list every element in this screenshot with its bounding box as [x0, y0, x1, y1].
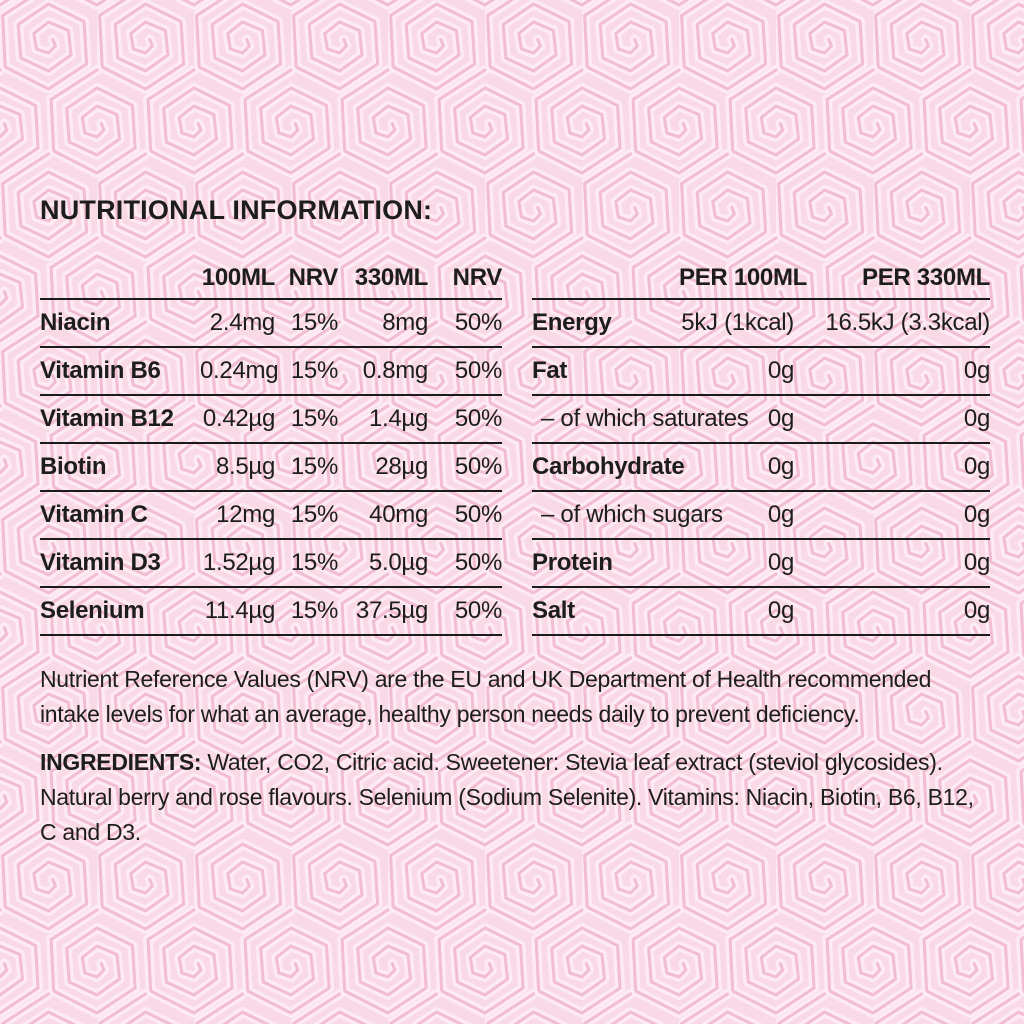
- table-row: [532, 540, 990, 588]
- tables-container: [40, 260, 990, 636]
- value-per-330ml: 0g: [963, 597, 990, 624]
- nrv-330ml: 50%: [454, 597, 502, 624]
- macros-table-header: [532, 260, 990, 300]
- amount-330ml: 28µg: [375, 453, 428, 480]
- nrv-100ml: 15%: [290, 405, 338, 432]
- amount-330ml: 8mg: [382, 309, 428, 336]
- nrv-330ml: 50%: [454, 405, 502, 432]
- amount-330ml: 1.4µg: [368, 405, 428, 432]
- table-row: [40, 540, 502, 588]
- nrv-100ml: 15%: [290, 501, 338, 528]
- amount-100ml: 0.24mg: [200, 357, 279, 384]
- amount-330ml: 5.0µg: [368, 549, 428, 576]
- nutrient-name: Vitamin D3: [40, 549, 161, 576]
- amount-330ml: 40mg: [369, 501, 428, 528]
- nutrient-name: Vitamin B12: [40, 405, 174, 432]
- nrv-330ml: 50%: [454, 453, 502, 480]
- nutrient-name: Selenium: [40, 597, 145, 624]
- nutrient-name: Salt: [532, 597, 575, 624]
- vitamins-table: [40, 260, 502, 636]
- value-per-330ml: 0g: [963, 405, 990, 432]
- value-per-100ml: 0g: [767, 405, 794, 432]
- col-header-nrv-330: NRV: [452, 264, 502, 291]
- col-header-nrv-100: NRV: [288, 264, 338, 291]
- nrv-100ml: 15%: [290, 549, 338, 576]
- value-per-100ml: 0g: [767, 357, 794, 384]
- col-header-per-100ml: PER 100ML: [679, 264, 808, 291]
- nutrient-name: Vitamin B6: [40, 357, 161, 384]
- col-header-per-330ml: PER 330ML: [861, 264, 990, 291]
- nutrient-name: Protein: [532, 549, 613, 576]
- ingredients-text: Water, CO2, Citric acid. Sweetener: Stevia leaf extract (steviol glycosides). Natural berry and rose flavours. Selenium (Sodium Selenite). Vitamins: Niacin, Biotin, B6, B12, C and D3.: [40, 749, 974, 845]
- nrv-100ml: 15%: [290, 597, 338, 624]
- amount-100ml: 12mg: [216, 501, 275, 528]
- table-row: [532, 588, 990, 636]
- amount-100ml: 2.4mg: [209, 309, 275, 336]
- nutrient-name: Niacin: [40, 309, 111, 336]
- amount-100ml: 0.42µg: [202, 405, 275, 432]
- nrv-330ml: 50%: [454, 309, 502, 336]
- nutrient-name: – of which sugars: [541, 501, 723, 528]
- nrv-100ml: 15%: [290, 309, 338, 336]
- table-row: [40, 300, 502, 348]
- table-row: [40, 444, 502, 492]
- table-row: [532, 492, 990, 540]
- nutrient-name: Energy: [532, 309, 612, 336]
- nrv-330ml: 50%: [454, 357, 502, 384]
- nrv-330ml: 50%: [454, 549, 502, 576]
- nutrient-name: Biotin: [40, 453, 107, 480]
- table-row: [532, 348, 990, 396]
- value-per-330ml: 0g: [963, 501, 990, 528]
- amount-330ml: 37.5µg: [355, 597, 428, 624]
- table-row: [532, 444, 990, 492]
- nrv-330ml: 50%: [454, 501, 502, 528]
- table-row: [532, 300, 990, 348]
- ingredients-heading: INGREDIENTS:: [40, 749, 202, 775]
- value-per-100ml: 0g: [767, 549, 794, 576]
- col-header-100ml: 100ML: [201, 264, 275, 291]
- table-row: [40, 348, 502, 396]
- value-per-100ml: 0g: [767, 453, 794, 480]
- table-row: [40, 492, 502, 540]
- page-title: NUTRITIONAL INFORMATION:: [40, 195, 433, 225]
- table-row: [40, 588, 502, 636]
- table-row: [532, 396, 990, 444]
- nutrition-label: [40, 196, 990, 850]
- nutrient-name: Vitamin C: [40, 501, 148, 528]
- nutrient-name: – of which saturates: [541, 405, 749, 432]
- nrv-100ml: 15%: [290, 357, 338, 384]
- nrv-note: Nutrient Reference Values (NRV) are the EU and UK Department of Health recommended intake levels for what an average, healthy person needs daily to prevent deficiency.: [40, 666, 932, 727]
- nutrient-name: Fat: [532, 357, 568, 384]
- ingredients-paragraph: [40, 745, 990, 850]
- nrv-100ml: 15%: [290, 453, 338, 480]
- value-per-330ml: 0g: [963, 549, 990, 576]
- col-header-330ml: 330ML: [354, 264, 428, 291]
- amount-330ml: 0.8mg: [362, 357, 428, 384]
- vitamins-table-header: [40, 260, 502, 300]
- amount-100ml: 8.5µg: [215, 453, 275, 480]
- value-per-100ml: 0g: [767, 597, 794, 624]
- amount-100ml: 11.4µg: [204, 597, 275, 624]
- value-per-330ml: 0g: [963, 453, 990, 480]
- value-per-330ml: 0g: [963, 357, 990, 384]
- table-row: [40, 396, 502, 444]
- nutrient-name: Carbohydrate: [532, 453, 685, 480]
- value-per-100ml: 0g: [767, 501, 794, 528]
- macros-table: [532, 260, 990, 636]
- value-per-100ml: 5kJ (1kcal): [681, 309, 794, 336]
- value-per-330ml: 16.5kJ (3.3kcal): [825, 309, 990, 336]
- amount-100ml: 1.52µg: [202, 549, 275, 576]
